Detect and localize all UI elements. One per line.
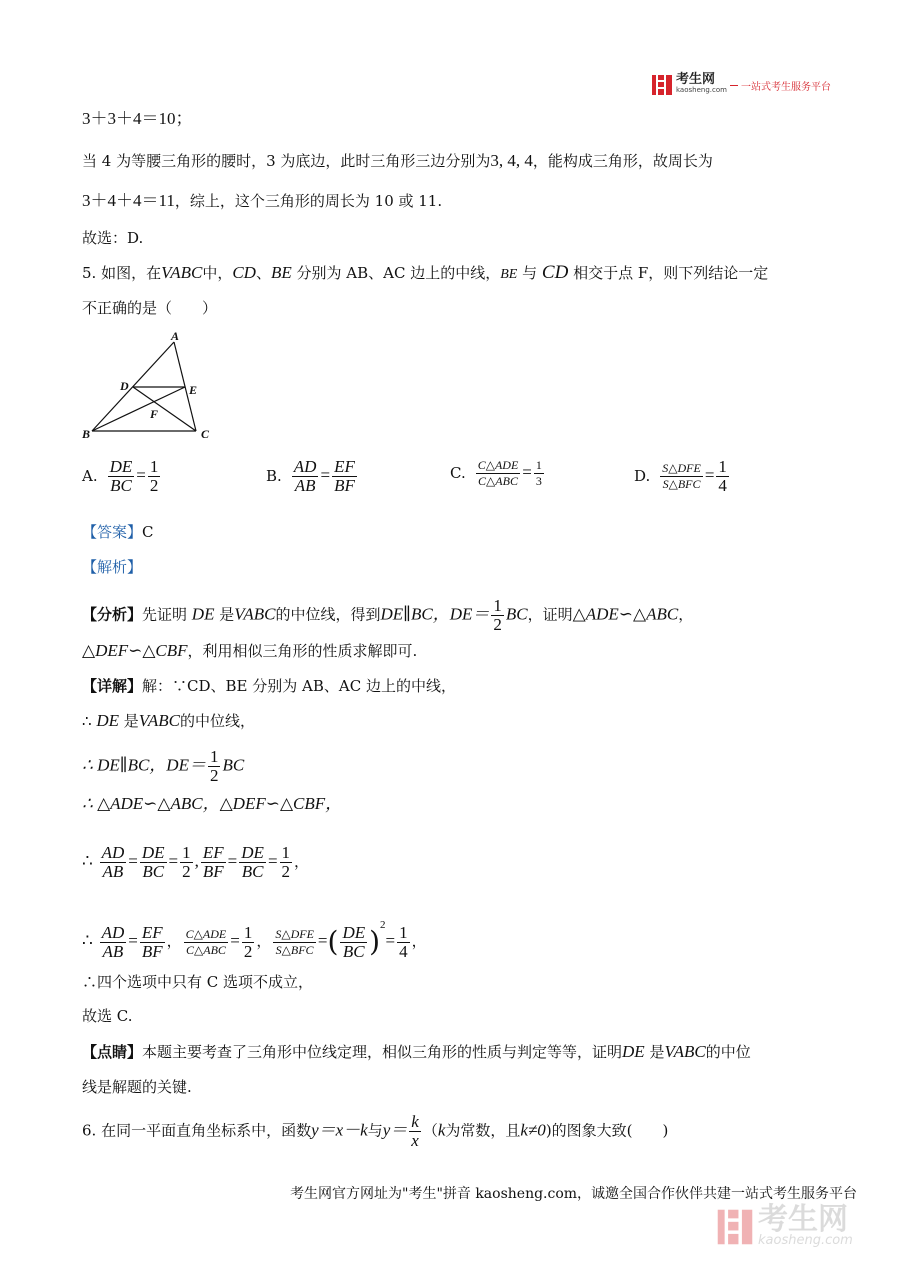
dianjing-tri: VABC (664, 1042, 706, 1061)
option-d-den: S△BFC (662, 477, 701, 491)
footer-text: 考生网官方网址为"考生"拼音 kaosheng.com，诚邀全国合作伙伴共建一站式考生服务平台 (290, 1186, 858, 1202)
detail-l6-therefore: ∴ (82, 931, 93, 950)
q6-f2: y＝ (382, 1120, 408, 1140)
prev-line-1: 3＋3＋4＝10； (82, 109, 193, 128)
logo-dash (730, 85, 738, 86)
q5-stem-a: 5. 如图，在 (82, 264, 162, 282)
detail-l2-a: ∴ (82, 712, 97, 730)
option-d-rden: 4 (718, 476, 727, 495)
fenxi-d: ，证明 (527, 605, 573, 624)
prev-line-3-sum: 3＋4＋4＝11 (82, 191, 175, 210)
q6-k: k (437, 1120, 446, 1140)
logo-sub: kaosheng.com (676, 86, 727, 94)
prev-line-3-b: ，综上，这个三角形的周长为 10 或 11. (174, 192, 443, 210)
l5-f5-den: BC (241, 862, 264, 881)
dianjing-line-2: 线是解题的关键. (82, 1078, 192, 1096)
fenxi-tag: 【分析】 (82, 605, 143, 624)
detail-l2-c: 的中位线， (180, 712, 256, 730)
q5-option-c[interactable] (450, 458, 546, 489)
q5-stem-be: BE (270, 263, 292, 282)
fenxi-b: 是 (214, 605, 235, 624)
prev-line-2-c: ，能构成三角形，故周长为 (532, 152, 713, 170)
l6-f5-den: S△BFC (275, 942, 314, 957)
option-d-eq: = (704, 465, 715, 485)
option-d-label: D. (634, 466, 651, 485)
detail-line-3 (82, 748, 244, 785)
q6-a: 6. 在同一平面直角坐标系中，函数 (82, 1121, 312, 1140)
option-a-label: A. (82, 466, 98, 485)
detail-line-7: ∴四个选项中只有 C 选项不成立， (82, 973, 314, 991)
q5-stem-line-2: 不正确的是（ ） (82, 299, 218, 317)
prev-line-2 (82, 150, 713, 172)
detail-l3-bc: BC (222, 755, 245, 775)
detail-l3-a: ∴ DE∥BC，DE＝ (82, 755, 206, 775)
q5-stem-triangle: VABC (161, 263, 203, 282)
analysis-tag: 【解析】 (82, 558, 143, 576)
detail-line-1 (82, 675, 456, 697)
dianjing-b: 是 (644, 1043, 665, 1061)
q6-e: )的图象大致( ) (545, 1121, 669, 1140)
l5-f2-den: BC (142, 862, 165, 881)
answer-tag: 【答案】 (82, 523, 143, 541)
fenxi-half-num: 1 (493, 596, 502, 615)
l6-f1-num: AD (101, 922, 125, 942)
option-c-eq: = (522, 462, 532, 482)
option-b-eq: = (320, 465, 331, 485)
q5-stem-c: 分别为 AB、AC 边上的中线， (291, 264, 501, 282)
l5-f1-num: AD (101, 843, 125, 862)
label-c: C (201, 427, 210, 441)
header-slogan: 一站式考生服务平台 (740, 81, 831, 93)
detail-line-8: 故选 C. (82, 1007, 133, 1025)
q5-stem-sep: 、 (255, 264, 271, 282)
watermark (716, 1202, 853, 1249)
l6-f2-num: EF (141, 922, 163, 942)
fenxi-bc: BC (505, 604, 528, 624)
q6-k-den: x (411, 1131, 419, 1150)
prev-line-2-a: 当 4 为等腰三角形的腰时，3 为底边，此时三角形三边分别为 (82, 152, 491, 170)
q6-d: 为常数，且 (445, 1121, 521, 1140)
fenxi-a: 先证明 (142, 605, 192, 624)
fenxi-e: ， (678, 605, 694, 624)
l6-f6-num: DE (342, 922, 366, 942)
detail-l2-de: DE (96, 711, 119, 730)
l5-f4-num: EF (202, 843, 224, 862)
option-a-eq: = (136, 465, 146, 485)
detail-line-6: ∴ $\frac{AD}{AB}$ = $\frac{EF}{BF}$ ， $\frac{\text{C△ADE}}{\text{C△ABC}}$ = $\frac{1}{2}$ ， $\frac{\text{S△DFE}}{\text{S△BFC}}$ =( $\frac{DE}{BC}$ )$^2$= $\frac{1}{4}$ ， (82, 919, 427, 961)
watermark-text: 考生网 (758, 1202, 848, 1237)
dianjing-de: DE (622, 1042, 645, 1061)
fenxi-line-1 (82, 597, 693, 634)
q5-triangle-figure (80, 328, 220, 443)
l5-f5-num: DE (241, 843, 264, 862)
q5-stem-b: 中， (202, 264, 233, 282)
l6-f2-den: BF (141, 941, 163, 961)
q5-stem-cd: CD (232, 263, 256, 282)
q6-b: 与 (367, 1121, 383, 1140)
label-b: B (82, 427, 91, 441)
l6-f6-den: BC (342, 941, 365, 961)
q6-cond: k≠0 (520, 1120, 546, 1140)
l5-f3-den: 2 (182, 862, 191, 881)
l5-f1-den: AB (102, 862, 124, 881)
detail-l5-therefore: ∴ (82, 851, 93, 871)
l6-f4-den: 2 (243, 941, 253, 961)
prev-line-3 (82, 190, 442, 212)
detail-l2-b: 是 (118, 712, 139, 730)
option-a-den: BC (110, 476, 132, 495)
q6-f1: y＝x－k (311, 1120, 368, 1140)
logo-mark-icon (651, 74, 673, 96)
detail-l1: 解：∵CD、BE 分别为 AB、AC 边上的中线， (142, 677, 456, 695)
detail-l2-tri: VABC (138, 711, 180, 730)
fenxi-para: DE∥BC，DE＝ (380, 604, 490, 624)
fenxi-de: DE (191, 604, 215, 624)
prev-line-2-sides: 3, 4, 4 (490, 151, 533, 170)
l6-f3-num: C△ADE (185, 926, 227, 941)
q5-option-b[interactable] (266, 458, 359, 495)
fenxi-sim1: △ADE∽△ABC (572, 604, 679, 624)
option-c-num: C△ADE (477, 458, 519, 472)
watermark-sub: kaosheng.com (758, 1233, 853, 1248)
q5-stem-d: 与 (517, 264, 542, 282)
detail-line-5: ∴ $\frac{AD}{AB}$ = $\frac{DE}{BC}$ = $\frac{1}{2}$ , $\frac{EF}{BF}$ = $\frac{DE}{BC}$ = $\frac{1}{2}$ ， (82, 843, 310, 881)
dianjing-c: 的中位 (705, 1043, 751, 1061)
l6-f4-num: 1 (243, 922, 253, 942)
l6-f5-num: S△DFE (275, 926, 314, 941)
fenxi-tri: VABC (234, 604, 276, 624)
prev-line-4: 故选：D. (82, 229, 144, 247)
dianjing-tag: 【点睛】 (82, 1043, 143, 1061)
detail-tag: 【详解】 (82, 677, 143, 695)
l5-f6-num: 1 (281, 843, 291, 862)
l6-f7-num: 1 (399, 922, 408, 942)
l6-f1-den: AB (102, 941, 124, 961)
option-c-label: C. (450, 463, 466, 482)
label-a: A (171, 329, 180, 343)
fenxi-line-2 (82, 640, 417, 662)
option-b-num: AD (293, 457, 317, 476)
q6-stem (82, 1113, 668, 1150)
option-b-rden: BF (334, 476, 355, 495)
dianjing-a: 本题主要考查了三角形中位线定理，相似三角形的性质与判定等等，证明 (142, 1043, 623, 1061)
q5-option-d[interactable] (634, 458, 731, 495)
option-b-label: B. (266, 466, 282, 485)
watermark-logo-icon (716, 1205, 754, 1249)
detail-l3-den: 2 (209, 766, 219, 785)
label-f: F (150, 407, 159, 421)
q6-c: （ (422, 1121, 438, 1140)
option-c-den: C△ABC (478, 474, 518, 488)
l5-f2-num: DE (141, 843, 165, 862)
answer-line (82, 521, 154, 543)
detail-line-2 (82, 710, 255, 732)
l5-f4-den: BF (202, 862, 224, 881)
l6-f7-den: 4 (399, 941, 408, 961)
option-a-rnum: 1 (149, 457, 159, 476)
option-c-rnum: 1 (535, 458, 542, 472)
fenxi-line2-text: ，利用相似三角形的性质求解即可. (187, 642, 418, 660)
q6-k-num: k (411, 1112, 419, 1131)
q5-stem-cd2: CD (541, 262, 569, 283)
q5-stem-line-1 (82, 262, 768, 286)
detail-line-4: ∴ △ADE∽△ABC，△DEF∽△CBF， (82, 794, 343, 813)
logo-text: 考生网 (676, 72, 716, 87)
option-b-den: AB (294, 476, 316, 495)
option-b-rnum: EF (334, 457, 355, 476)
fenxi-sim2: △DEF∽△CBF (82, 641, 188, 660)
q5-stem-e: 相交于点 F，则下列结论一定 (568, 264, 769, 282)
median-be (92, 387, 185, 431)
l5-f3-num: 1 (182, 843, 191, 862)
answer-value: C (142, 523, 154, 541)
label-d: D (120, 379, 129, 393)
label-e: E (189, 383, 198, 397)
option-a-rden: 2 (149, 476, 159, 495)
q5-option-a[interactable] (82, 458, 162, 495)
dianjing-line-1 (82, 1041, 751, 1063)
header-logo (651, 74, 831, 96)
fenxi-c: 的中位线，得到 (275, 605, 381, 624)
option-c-rden: 3 (535, 474, 542, 488)
option-d-rnum: 1 (718, 457, 727, 476)
option-d-num: S△DFE (662, 461, 701, 475)
l6-exponent: 2 (380, 919, 386, 931)
option-a-num: DE (109, 457, 133, 476)
q5-stem-be2: BE (500, 267, 518, 282)
detail-l3-num: 1 (209, 747, 219, 766)
fenxi-half-den: 2 (493, 615, 502, 634)
l6-f3-den: C△ABC (186, 942, 226, 957)
l5-f6-den: 2 (281, 862, 291, 881)
